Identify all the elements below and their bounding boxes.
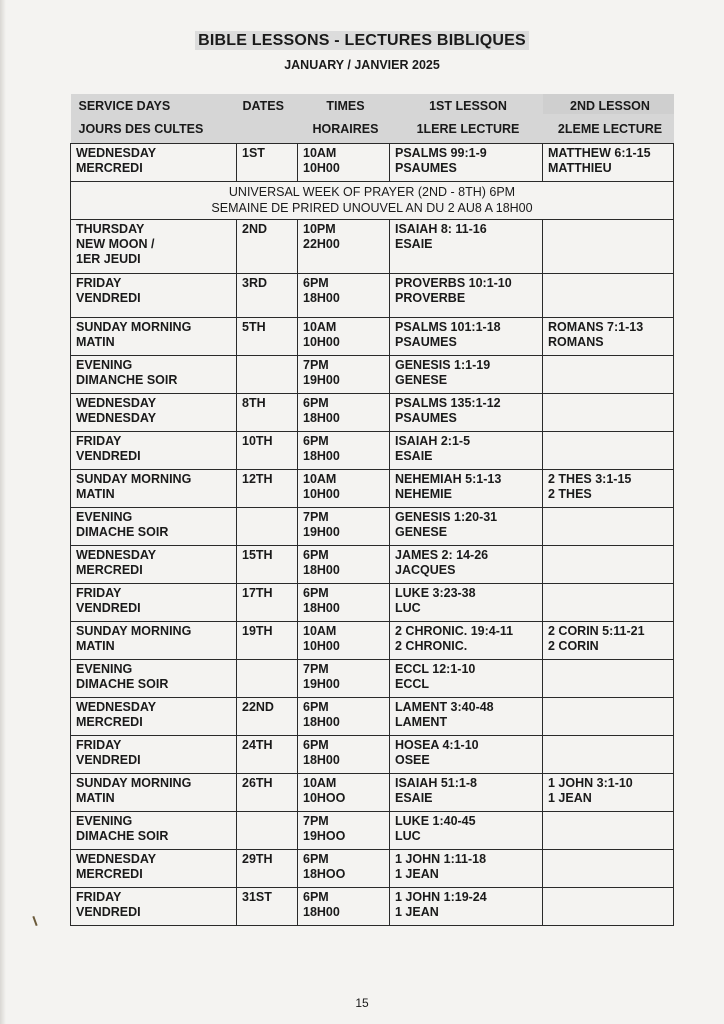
table-row bbox=[71, 622, 674, 660]
first-lesson-cell bbox=[390, 144, 543, 182]
time-cell-line: 6PM bbox=[303, 890, 329, 904]
first-lesson-cell bbox=[390, 274, 543, 318]
first-lesson-cell bbox=[390, 220, 543, 274]
first-lesson-cell-line: NEHEMIAH 5:1-13 bbox=[395, 472, 502, 486]
service-day-cell bbox=[71, 584, 237, 622]
second-lesson-cell bbox=[543, 850, 674, 888]
time-cell-line: 6PM bbox=[303, 586, 329, 600]
first-lesson-cell-line: 1 JOHN 1:19-24 bbox=[395, 890, 487, 904]
first-lesson-cell bbox=[390, 774, 543, 812]
service-day-cell-line: MERCREDI bbox=[76, 161, 143, 175]
time-cell-line: 19HOO bbox=[303, 829, 346, 843]
second-lesson-cell-line: ROMANS bbox=[548, 335, 604, 349]
date-cell: 26TH bbox=[237, 774, 298, 812]
time-cell-line: 18H00 bbox=[303, 563, 340, 577]
time-cell-line: 10H00 bbox=[303, 161, 340, 175]
service-day-cell-line: WEDNESDAY bbox=[76, 396, 157, 410]
second-lesson-cell bbox=[543, 660, 674, 698]
service-day-cell bbox=[71, 318, 237, 356]
header-row-french bbox=[71, 114, 674, 144]
service-day-cell-line: SUNDAY MORNING bbox=[76, 776, 192, 790]
date-cell: 29TH bbox=[237, 850, 298, 888]
table-row bbox=[71, 220, 674, 274]
second-lesson-cell bbox=[543, 698, 674, 736]
first-lesson-cell bbox=[390, 812, 543, 850]
first-lesson-cell-line: OSEE bbox=[395, 753, 430, 767]
prayer-week-banner-row bbox=[71, 182, 674, 220]
time-cell-line: 7PM bbox=[303, 662, 329, 676]
first-lesson-cell-line: LUKE 3:23-38 bbox=[395, 586, 476, 600]
time-cell-line: 18HOO bbox=[303, 867, 346, 881]
second-lesson-cell bbox=[543, 622, 674, 660]
second-lesson-cell bbox=[543, 736, 674, 774]
first-lesson-cell-line: LUKE 1:40-45 bbox=[395, 814, 476, 828]
time-cell-line: 7PM bbox=[303, 814, 329, 828]
date-cell bbox=[237, 812, 298, 850]
service-day-cell-line: EVENING bbox=[76, 814, 133, 828]
date-cell: 8TH bbox=[237, 394, 298, 432]
time-cell bbox=[298, 546, 390, 584]
table-row bbox=[71, 318, 674, 356]
time-cell bbox=[298, 144, 390, 182]
service-day-cell bbox=[71, 508, 237, 546]
second-lesson-cell-line: 1 JOHN 3:1-10 bbox=[548, 776, 633, 790]
time-cell-line: 18H00 bbox=[303, 601, 340, 615]
second-lesson-cell bbox=[543, 318, 674, 356]
first-lesson-cell-line: 1 JEAN bbox=[395, 867, 439, 881]
table-row bbox=[71, 888, 674, 926]
second-lesson-cell bbox=[543, 508, 674, 546]
service-day-cell bbox=[71, 736, 237, 774]
first-lesson-cell-line: JACQUES bbox=[395, 563, 456, 577]
first-lesson-cell bbox=[390, 508, 543, 546]
first-lesson-cell-line: LUC bbox=[395, 829, 421, 843]
date-cell: 2ND bbox=[237, 220, 298, 274]
first-lesson-cell-line: GENESIS 1:1-19 bbox=[395, 358, 491, 372]
second-lesson-cell bbox=[543, 546, 674, 584]
first-lesson-cell bbox=[390, 736, 543, 774]
service-day-cell-line: SUNDAY MORNING bbox=[76, 320, 192, 334]
service-day-cell-line: FRIDAY bbox=[76, 434, 122, 448]
header-jours-des-cultes: JOURS DES CULTES bbox=[71, 114, 237, 144]
service-day-cell-line: MERCREDI bbox=[76, 715, 143, 729]
time-cell-line: 7PM bbox=[303, 510, 329, 524]
ink-mark bbox=[32, 916, 37, 926]
time-cell bbox=[298, 774, 390, 812]
time-cell-line: 19H00 bbox=[303, 373, 340, 387]
time-cell-line: 6PM bbox=[303, 276, 329, 290]
table-row bbox=[71, 850, 674, 888]
service-day-cell-line: FRIDAY bbox=[76, 276, 122, 290]
service-day-cell-line: SUNDAY MORNING bbox=[76, 624, 192, 638]
page-number: 15 bbox=[355, 996, 369, 1010]
first-lesson-cell-line: PSALMS 99:1-9 bbox=[395, 146, 487, 160]
second-lesson-cell-line: ROMANS 7:1-13 bbox=[548, 320, 644, 334]
table-row bbox=[71, 394, 674, 432]
time-cell bbox=[298, 432, 390, 470]
service-day-cell-line: WEDNESDAY bbox=[76, 852, 157, 866]
header-premiere-lecture: 1LERE LECTURE bbox=[390, 114, 543, 144]
date-cell bbox=[237, 356, 298, 394]
first-lesson-cell-line: ISAIAH 8: 11-16 bbox=[395, 222, 487, 236]
first-lesson-cell-line: LAMENT 3:40-48 bbox=[395, 700, 494, 714]
first-lesson-cell-line: HOSEA 4:1-10 bbox=[395, 738, 479, 752]
header-dates: DATES bbox=[237, 94, 298, 114]
first-lesson-cell-line: PSAUMES bbox=[395, 411, 457, 425]
service-day-cell bbox=[71, 274, 237, 318]
service-day-cell-line: THURSDAY bbox=[76, 222, 145, 236]
first-lesson-cell-line: ESAIE bbox=[395, 791, 433, 805]
time-cell-line: 18H00 bbox=[303, 715, 340, 729]
table-row bbox=[71, 546, 674, 584]
time-cell-line: 10H00 bbox=[303, 487, 340, 501]
time-cell-line: 18H00 bbox=[303, 291, 340, 305]
date-cell: 22ND bbox=[237, 698, 298, 736]
page-title-text: BIBLE LESSONS - LECTURES BIBLIQUES bbox=[195, 31, 529, 50]
second-lesson-cell-line: 2 CORIN 5:11-21 bbox=[548, 624, 645, 638]
service-day-cell-line: MATIN bbox=[76, 335, 115, 349]
time-cell-line: 10AM bbox=[303, 146, 337, 160]
header-dates-empty bbox=[237, 114, 298, 144]
time-cell-line: 18H00 bbox=[303, 905, 340, 919]
date-cell: 12TH bbox=[237, 470, 298, 508]
time-cell bbox=[298, 584, 390, 622]
time-cell-line: 19H00 bbox=[303, 677, 340, 691]
first-lesson-cell-line: 1 JOHN 1:11-18 bbox=[395, 852, 487, 866]
first-lesson-cell-line: GENESE bbox=[395, 525, 448, 539]
first-lesson-cell-line: GENESE bbox=[395, 373, 448, 387]
first-lesson-cell-line: PSAUMES bbox=[395, 161, 457, 175]
time-cell bbox=[298, 698, 390, 736]
table-row bbox=[71, 508, 674, 546]
first-lesson-cell bbox=[390, 888, 543, 926]
first-lesson-cell-line: ECCL bbox=[395, 677, 430, 691]
time-cell bbox=[298, 736, 390, 774]
time-cell bbox=[298, 660, 390, 698]
service-day-cell bbox=[71, 812, 237, 850]
service-day-cell-line: WEDNESDAY bbox=[76, 700, 157, 714]
page-title bbox=[0, 32, 724, 50]
table-row bbox=[71, 432, 674, 470]
header-times: TIMES bbox=[298, 94, 390, 114]
time-cell bbox=[298, 274, 390, 318]
service-day-cell-line: MATIN bbox=[76, 639, 115, 653]
second-lesson-cell bbox=[543, 812, 674, 850]
time-cell-line: 22H00 bbox=[303, 237, 340, 251]
header-deuxieme-lecture: 2LEME LECTURE bbox=[543, 114, 674, 144]
time-cell bbox=[298, 508, 390, 546]
service-day-cell-line: FRIDAY bbox=[76, 890, 122, 904]
first-lesson-cell-line: PSALMS 135:1-12 bbox=[395, 396, 501, 410]
header-horaires: HORAIRES bbox=[298, 114, 390, 144]
first-lesson-cell-line: PROVERBS 10:1-10 bbox=[395, 276, 512, 290]
time-cell-line: 7PM bbox=[303, 358, 329, 372]
second-lesson-cell bbox=[543, 470, 674, 508]
table-row bbox=[71, 660, 674, 698]
service-day-cell-line: MATIN bbox=[76, 487, 115, 501]
first-lesson-cell bbox=[390, 584, 543, 622]
time-cell bbox=[298, 394, 390, 432]
service-day-cell-line: 1ER JEUDI bbox=[76, 252, 141, 266]
time-cell-line: 18H00 bbox=[303, 411, 340, 425]
service-day-cell bbox=[71, 394, 237, 432]
first-lesson-cell-line: ECCL 12:1-10 bbox=[395, 662, 476, 676]
first-lesson-cell bbox=[390, 318, 543, 356]
first-lesson-cell-line: LUC bbox=[395, 601, 421, 615]
time-cell-line: 10HOO bbox=[303, 791, 346, 805]
header-first-lesson: 1ST LESSON bbox=[390, 94, 543, 114]
first-lesson-cell-line: PROVERBE bbox=[395, 291, 466, 305]
service-day-cell-line: FRIDAY bbox=[76, 586, 122, 600]
service-day-cell bbox=[71, 432, 237, 470]
first-lesson-cell-line: GENESIS 1:20-31 bbox=[395, 510, 498, 524]
service-day-cell bbox=[71, 622, 237, 660]
service-day-cell-line: DIMANCHE SOIR bbox=[76, 373, 178, 387]
first-lesson-cell-line: ESAIE bbox=[395, 237, 433, 251]
date-cell: 24TH bbox=[237, 736, 298, 774]
page-edge-shadow bbox=[0, 0, 6, 1024]
table-row bbox=[71, 274, 674, 318]
time-cell-line: 6PM bbox=[303, 700, 329, 714]
service-day-cell-line: VENDREDI bbox=[76, 753, 141, 767]
time-cell-line: 10AM bbox=[303, 320, 337, 334]
first-lesson-cell-line: 2 CHRONIC. 19:4-11 bbox=[395, 624, 514, 638]
date-cell: 10TH bbox=[237, 432, 298, 470]
second-lesson-cell bbox=[543, 144, 674, 182]
second-lesson-cell bbox=[543, 584, 674, 622]
second-lesson-cell-line: 2 THES 3:1-15 bbox=[548, 472, 632, 486]
date-cell: 1ST bbox=[237, 144, 298, 182]
table-body bbox=[71, 144, 674, 926]
time-cell bbox=[298, 812, 390, 850]
first-lesson-cell bbox=[390, 356, 543, 394]
service-day-cell-line: VENDREDI bbox=[76, 291, 141, 305]
service-day-cell-line: VENDREDI bbox=[76, 905, 141, 919]
second-lesson-cell-line: 2 THES bbox=[548, 487, 592, 501]
date-cell: 15TH bbox=[237, 546, 298, 584]
service-day-cell-line: MERCREDI bbox=[76, 867, 143, 881]
service-day-cell-line: NEW MOON / bbox=[76, 237, 155, 251]
header-second-lesson: 2ND LESSON bbox=[543, 94, 674, 114]
service-day-cell bbox=[71, 220, 237, 274]
prayer-week-banner bbox=[71, 182, 674, 220]
first-lesson-cell-line: JAMES 2: 14-26 bbox=[395, 548, 489, 562]
time-cell-line: 6PM bbox=[303, 738, 329, 752]
time-cell-line: 10H00 bbox=[303, 639, 340, 653]
service-day-cell bbox=[71, 888, 237, 926]
second-lesson-cell-line: 2 CORIN bbox=[548, 639, 599, 653]
banner-line: UNIVERSAL WEEK OF PRAYER (2ND - 8TH) 6PM bbox=[228, 185, 516, 199]
time-cell bbox=[298, 318, 390, 356]
first-lesson-cell-line: ISAIAH 51:1-8 bbox=[395, 776, 477, 790]
service-day-cell bbox=[71, 356, 237, 394]
first-lesson-cell-line: ISAIAH 2:1-5 bbox=[395, 434, 471, 448]
first-lesson-cell bbox=[390, 850, 543, 888]
page-subtitle: JANUARY / JANVIER 2025 bbox=[284, 58, 440, 72]
first-lesson-cell-line: PSALMS 101:1-18 bbox=[395, 320, 501, 334]
first-lesson-cell-line: ESAIE bbox=[395, 449, 433, 463]
time-cell bbox=[298, 356, 390, 394]
service-day-cell bbox=[71, 470, 237, 508]
time-cell-line: 6PM bbox=[303, 434, 329, 448]
time-cell-line: 6PM bbox=[303, 548, 329, 562]
service-day-cell-line: DIMACHE SOIR bbox=[76, 525, 169, 539]
first-lesson-cell bbox=[390, 546, 543, 584]
service-day-cell-line: VENDREDI bbox=[76, 601, 141, 615]
second-lesson-cell bbox=[543, 356, 674, 394]
time-cell bbox=[298, 470, 390, 508]
schedule-table bbox=[70, 94, 674, 926]
time-cell bbox=[298, 220, 390, 274]
table-row bbox=[71, 774, 674, 812]
second-lesson-cell bbox=[543, 274, 674, 318]
first-lesson-cell-line: LAMENT bbox=[395, 715, 448, 729]
time-cell-line: 18H00 bbox=[303, 753, 340, 767]
second-lesson-cell-line: MATTHEW 6:1-15 bbox=[548, 146, 651, 160]
second-lesson-cell bbox=[543, 888, 674, 926]
service-day-cell-line: DIMACHE SOIR bbox=[76, 829, 169, 843]
time-cell-line: 10AM bbox=[303, 472, 337, 486]
service-day-cell-line: MATIN bbox=[76, 791, 115, 805]
service-day-cell-line: EVENING bbox=[76, 510, 133, 524]
second-lesson-cell bbox=[543, 774, 674, 812]
table-header bbox=[71, 94, 674, 144]
date-cell: 17TH bbox=[237, 584, 298, 622]
first-lesson-cell-line: NEHEMIE bbox=[395, 487, 452, 501]
table-row bbox=[71, 698, 674, 736]
first-lesson-cell bbox=[390, 698, 543, 736]
service-day-cell-line: EVENING bbox=[76, 358, 133, 372]
first-lesson-cell-line: 2 CHRONIC. bbox=[395, 639, 468, 653]
date-cell: 19TH bbox=[237, 622, 298, 660]
service-day-cell-line: WEDNESDAY bbox=[76, 548, 157, 562]
time-cell-line: 10AM bbox=[303, 776, 337, 790]
table-row bbox=[71, 144, 674, 182]
first-lesson-cell bbox=[390, 394, 543, 432]
first-lesson-cell-line: 1 JEAN bbox=[395, 905, 439, 919]
date-cell: 3RD bbox=[237, 274, 298, 318]
time-cell bbox=[298, 888, 390, 926]
time-cell-line: 18H00 bbox=[303, 449, 340, 463]
first-lesson-cell-line: PSAUMES bbox=[395, 335, 457, 349]
time-cell bbox=[298, 850, 390, 888]
first-lesson-cell bbox=[390, 432, 543, 470]
service-day-cell-line: MERCREDI bbox=[76, 563, 143, 577]
time-cell-line: 6PM bbox=[303, 396, 329, 410]
banner-line: SEMAINE DE PRIRED UNOUVEL AN DU 2 AU8 A 18H00 bbox=[211, 201, 533, 215]
second-lesson-cell-line: 1 JEAN bbox=[548, 791, 592, 805]
second-lesson-cell bbox=[543, 220, 674, 274]
table-row bbox=[71, 584, 674, 622]
time-cell-line: 10PM bbox=[303, 222, 336, 236]
date-cell bbox=[237, 508, 298, 546]
service-day-cell-line: WEDNESDAY bbox=[76, 146, 157, 160]
time-cell-line: 6PM bbox=[303, 852, 329, 866]
second-lesson-cell bbox=[543, 432, 674, 470]
service-day-cell-line: EVENING bbox=[76, 662, 133, 676]
date-cell: 31ST bbox=[237, 888, 298, 926]
second-lesson-cell bbox=[543, 394, 674, 432]
table-row bbox=[71, 470, 674, 508]
time-cell bbox=[298, 622, 390, 660]
time-cell-line: 10H00 bbox=[303, 335, 340, 349]
table-row bbox=[71, 736, 674, 774]
service-day-cell bbox=[71, 660, 237, 698]
date-cell: 5TH bbox=[237, 318, 298, 356]
time-cell-line: 19H00 bbox=[303, 525, 340, 539]
service-day-cell bbox=[71, 698, 237, 736]
first-lesson-cell bbox=[390, 622, 543, 660]
time-cell-line: 10AM bbox=[303, 624, 337, 638]
table-row bbox=[71, 356, 674, 394]
service-day-cell bbox=[71, 774, 237, 812]
service-day-cell bbox=[71, 144, 237, 182]
header-row-english bbox=[71, 94, 674, 114]
service-day-cell-line: WEDNESDAY bbox=[76, 411, 157, 425]
date-cell bbox=[237, 660, 298, 698]
first-lesson-cell bbox=[390, 660, 543, 698]
service-day-cell bbox=[71, 546, 237, 584]
first-lesson-cell bbox=[390, 470, 543, 508]
service-day-cell-line: FRIDAY bbox=[76, 738, 122, 752]
second-lesson-cell-line: MATTHIEU bbox=[548, 161, 612, 175]
service-day-cell-line: DIMACHE SOIR bbox=[76, 677, 169, 691]
service-day-cell bbox=[71, 850, 237, 888]
header-service-days: SERVICE DAYS bbox=[71, 94, 237, 114]
service-day-cell-line: SUNDAY MORNING bbox=[76, 472, 192, 486]
table-row bbox=[71, 812, 674, 850]
service-day-cell-line: VENDREDI bbox=[76, 449, 141, 463]
